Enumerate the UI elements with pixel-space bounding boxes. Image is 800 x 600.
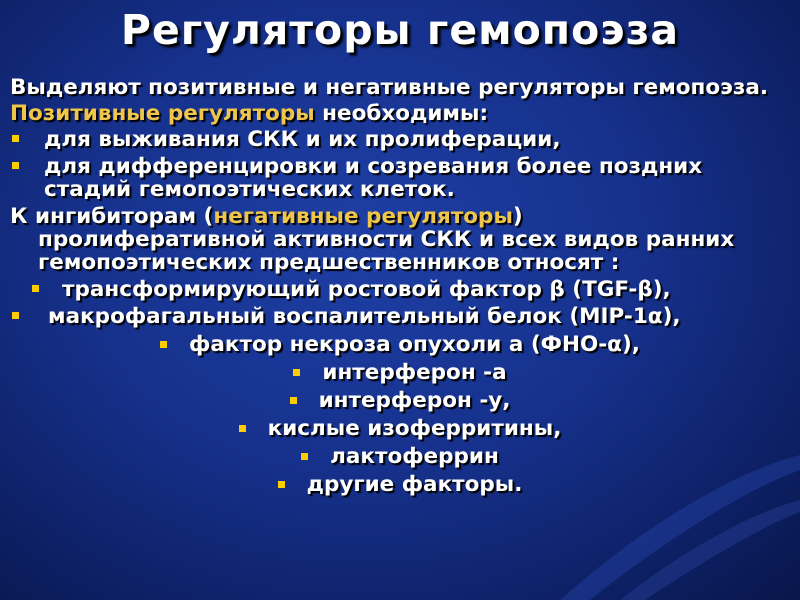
negative-item — [10, 446, 790, 468]
bullet-icon — [160, 341, 167, 348]
inhibitors-suffix: ) — [512, 204, 523, 229]
bullet-icon — [301, 453, 308, 460]
negative-item-text: другие факторы. — [306, 472, 523, 497]
negative-item-text: лактоферрин — [330, 444, 499, 469]
bullet-icon — [12, 312, 19, 319]
negative-highlight: негативные регуляторы — [213, 204, 513, 229]
negative-item-text: интерферон -у, — [318, 388, 511, 413]
slide-title: Регуляторы гемопоэза — [120, 6, 680, 54]
positive-rest: необходимы: — [314, 101, 489, 126]
positive-heading — [10, 102, 790, 125]
bullet-icon — [293, 369, 300, 376]
positive-item — [10, 128, 790, 151]
negative-item — [10, 278, 790, 301]
negative-item — [10, 362, 790, 384]
positive-item — [10, 155, 790, 201]
negative-item — [10, 418, 790, 440]
slide-body — [10, 76, 790, 502]
negative-item — [10, 334, 790, 356]
negative-item — [10, 474, 790, 496]
positive-highlight: Позитивные регуляторы — [10, 101, 315, 126]
inhibitors-paragraph — [10, 205, 790, 274]
bullet-icon — [290, 397, 297, 404]
bullet-icon — [12, 162, 19, 169]
intro-paragraph: Выделяют позитивные и негативные регуляторы гемопоэза. — [10, 75, 769, 100]
negative-item — [10, 305, 790, 328]
negative-item-text: кислые изоферритины, — [267, 416, 562, 441]
bullet-icon — [278, 481, 285, 488]
positive-item-text: для выживания СКК и их пролиферации, — [44, 127, 561, 152]
negative-item — [10, 390, 790, 412]
inhibitors-rest: пролиферативной активности СКК и всех видов ранних гемопоэтических предшественников относят : — [38, 227, 735, 275]
negative-item-text: интерферон -а — [322, 360, 507, 385]
bullet-icon — [12, 135, 19, 142]
negative-item-text: фактор некроза опухоли а (ФНО-α), — [189, 332, 640, 357]
bullet-icon — [32, 285, 39, 292]
inhibitors-prefix: К ингибиторам ( — [10, 204, 214, 229]
bullet-icon — [239, 425, 246, 432]
negative-item-text: макрофагальный воспалительный белок (MIP-1α), — [48, 304, 681, 329]
positive-item-text: для дифференцировки и созревания более поздних стадий гемопоэтических клеток. — [44, 154, 703, 202]
negative-item-text: трансформирующий ростовой фактор β (TGF-β), — [62, 277, 671, 302]
